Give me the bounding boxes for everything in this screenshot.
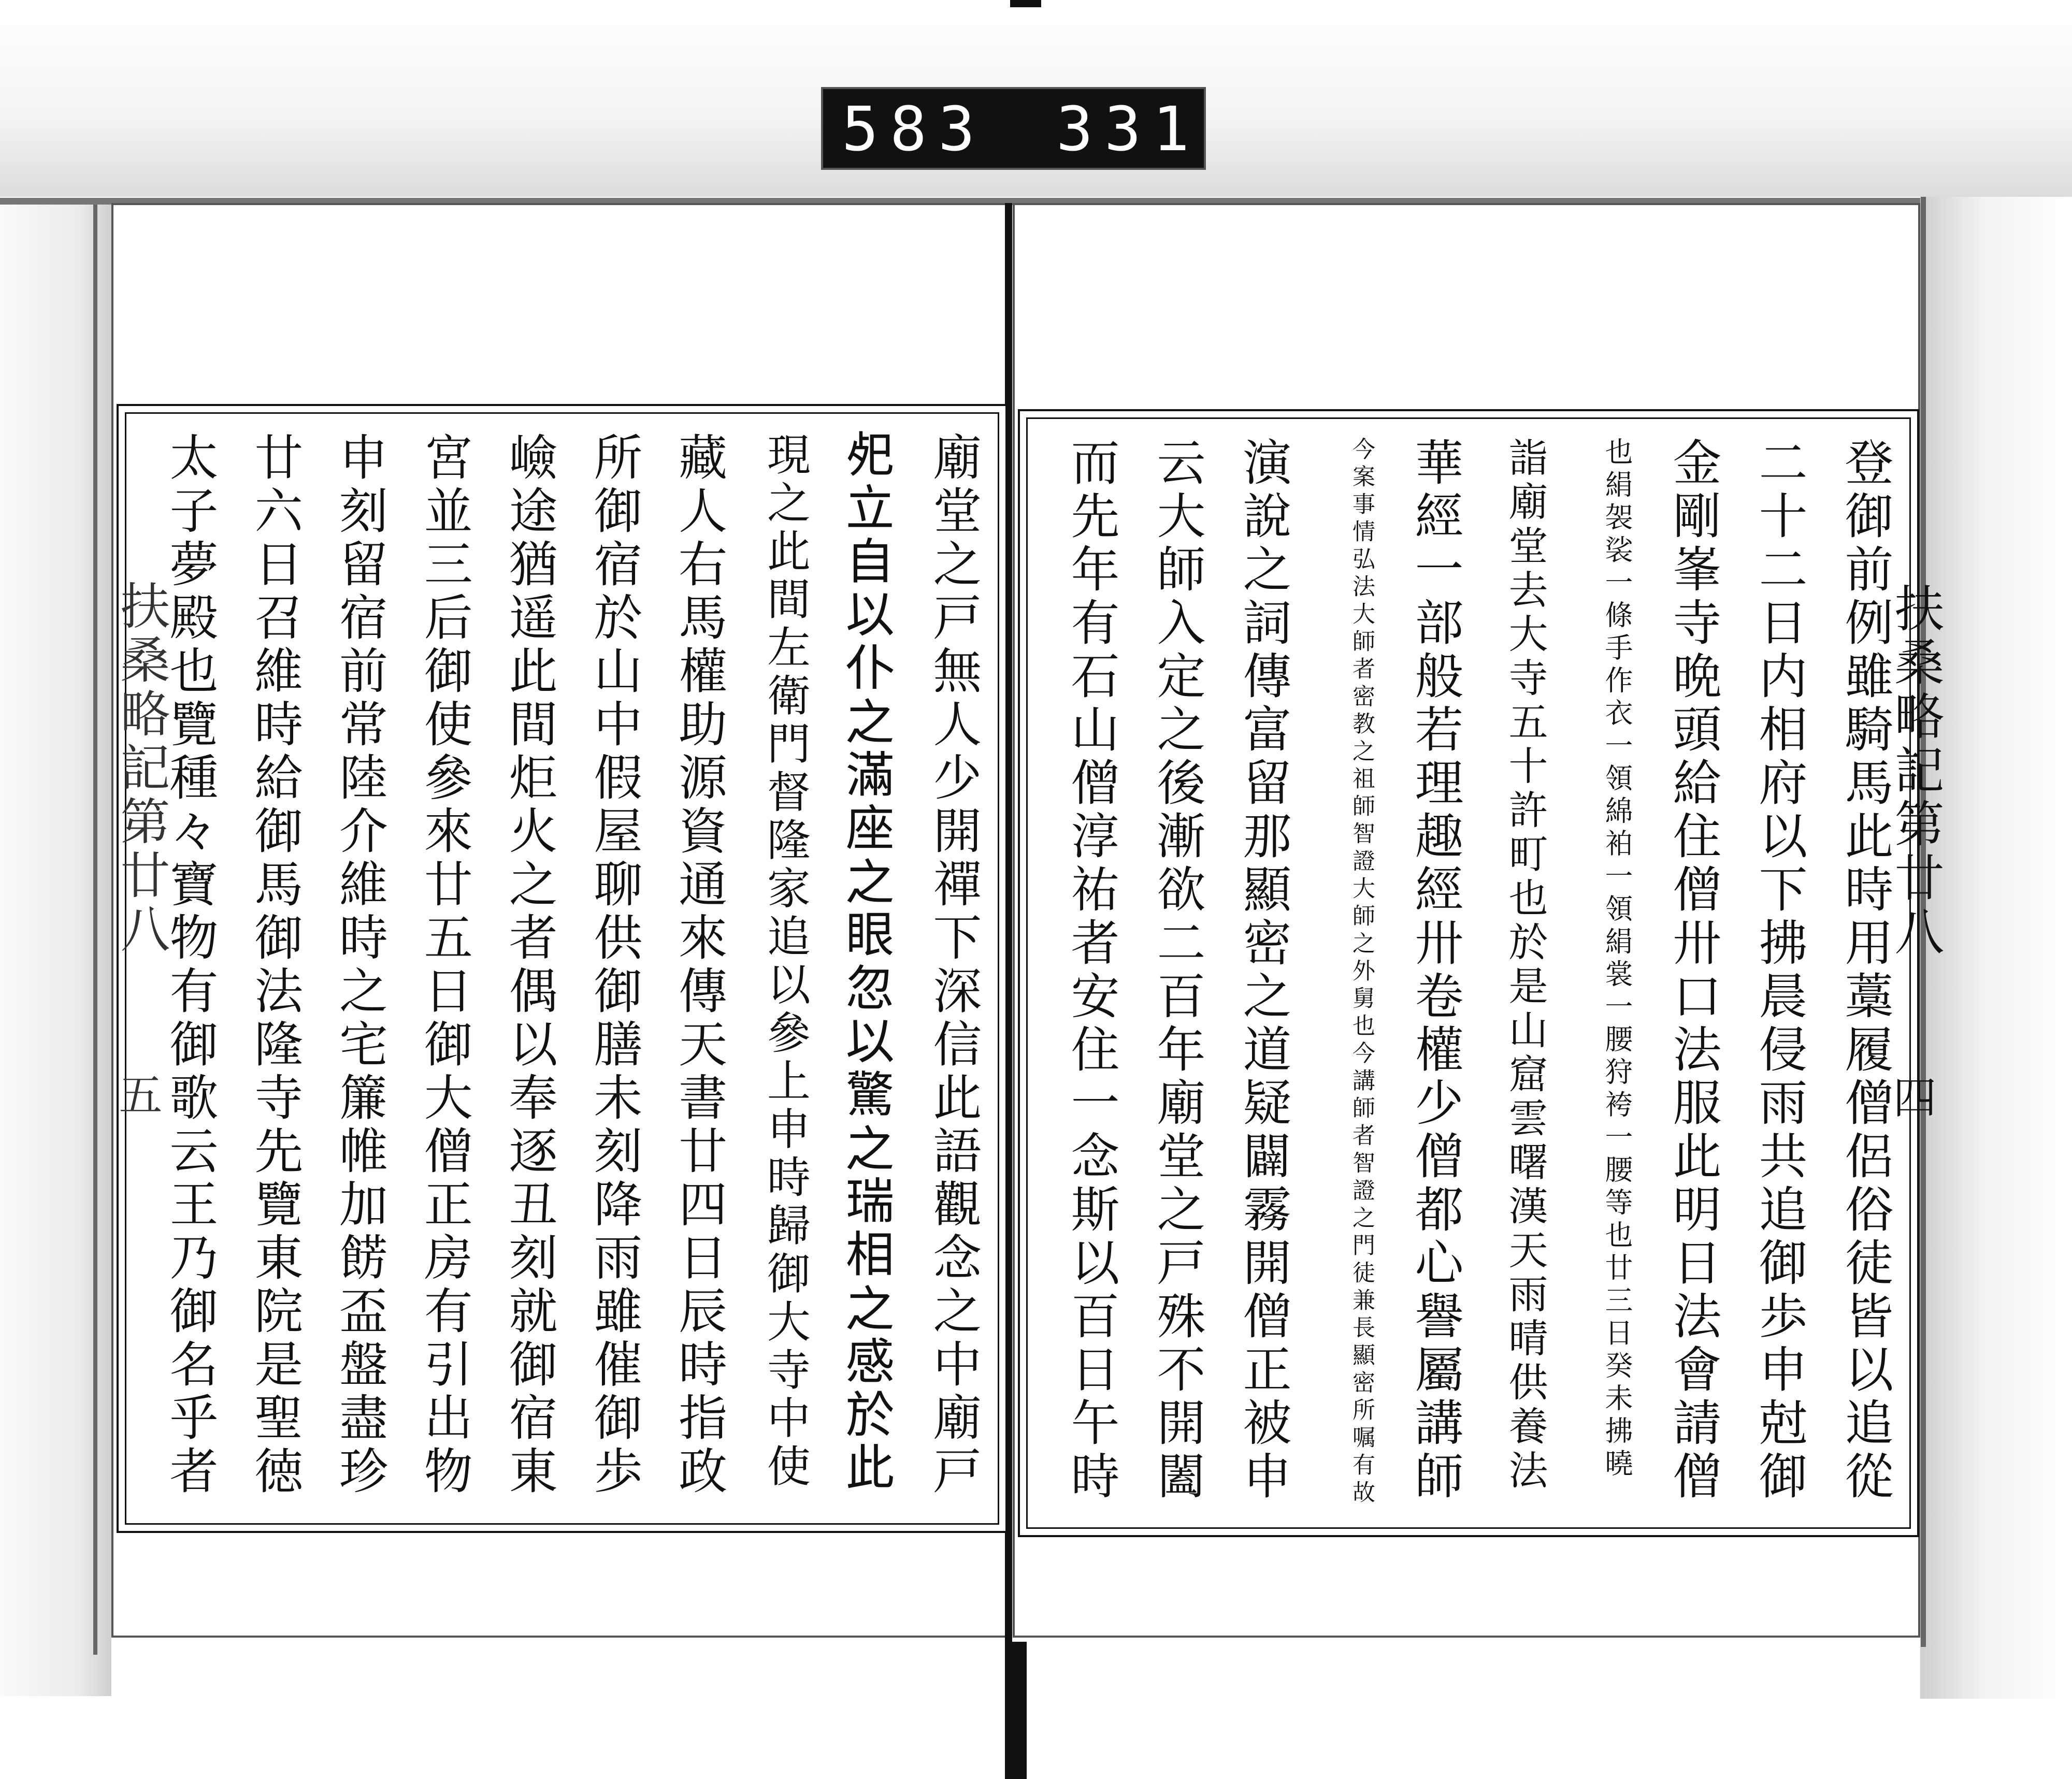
left-page-columns: [147, 432, 981, 1505]
left-page-number: 五: [112, 1072, 163, 1116]
text-column: 云大師入定之後漸欲二百年廟堂之戸殊不開闔: [1148, 437, 1205, 1504]
left-page-margin-title: 扶桑略記第廿八: [112, 580, 170, 957]
text-column: 申刻留宿前常陸介維時之宅簾帷加餝盃盤盡珍: [330, 432, 387, 1499]
right-page-margin-title: 扶桑略記第廿八: [1887, 583, 1945, 960]
text-column: 金剛峯寺晩頭給住僧卅口法服此明日法會請僧: [1664, 437, 1721, 1504]
text-column: 藏人右馬權助源資通來傳天書廿四日辰時指政: [670, 432, 727, 1499]
text-column: 𢀸立自以仆之滿座之眼忽以驚之瑞相之感於此: [840, 432, 897, 1499]
film-frame-label: [821, 87, 1206, 170]
text-column: 太子夢殿也覽種々寶物有御歌云王乃御名乎者: [161, 432, 218, 1499]
right-page-text-frame: [1018, 409, 1919, 1537]
text-column: 華經一部般若理趣經卅卷權少僧都心譽屬講師: [1406, 437, 1463, 1504]
text-column: 今案事情弘法大師者密教之祖師智證大師之外舅也今講師者智證之門徒兼長顯密所嘱有故: [1348, 437, 1375, 1508]
text-column: 嶮途猶遥此間炬火之者偶以奉逐丑刻就御宿東: [500, 432, 557, 1499]
text-column: 登御前例雖騎馬此時用藁履僧侶俗徒皆以追從: [1836, 437, 1893, 1504]
right-page-columns: [1048, 437, 1893, 1509]
film-id-left: 583: [842, 93, 987, 165]
text-column: 廿六日召維時給御馬御法隆寺先覽東院是聖徳: [246, 432, 303, 1499]
left-edge-shadow: [93, 205, 97, 1655]
text-column: 也絹袈裟一條手作衣一領綿袙一領絹裳一腰狩袴一腰等也廿三日癸未拂曉: [1601, 437, 1633, 1481]
scan-mark: [1010, 0, 1041, 7]
text-column: 廟堂之戸無人少開禪下深信此語觀念之中廟戸: [924, 432, 981, 1499]
left-page-text-frame: [117, 404, 1008, 1533]
text-column: 所御宿於山中假屋聊供御膳未刻降雨雖催御歩: [585, 432, 642, 1499]
text-column: 演說之詞傳富留那顯密之道疑闢霧開僧正被申: [1234, 437, 1291, 1504]
right-page-number: 四: [1886, 1075, 1937, 1118]
text-column: 宮並三后御使參來廿五日御大僧正房有引出物: [415, 432, 472, 1499]
text-column: 現之此間左衛門督隆家追以參上申時歸御大寺中使: [760, 432, 811, 1492]
text-column: 二十二日内相府以下拂晨侵雨共追御歩申尅御: [1750, 437, 1807, 1504]
book-spine-bottom: [1010, 1642, 1027, 1779]
text-column: 詣廟堂去大寺五十許町也於是山窟雲曙漢天雨晴供養法: [1502, 437, 1548, 1494]
text-column: 而先年有石山僧淳祐者安住一念斯以百日午時: [1062, 437, 1119, 1504]
film-id-right: 331: [1056, 93, 1201, 165]
